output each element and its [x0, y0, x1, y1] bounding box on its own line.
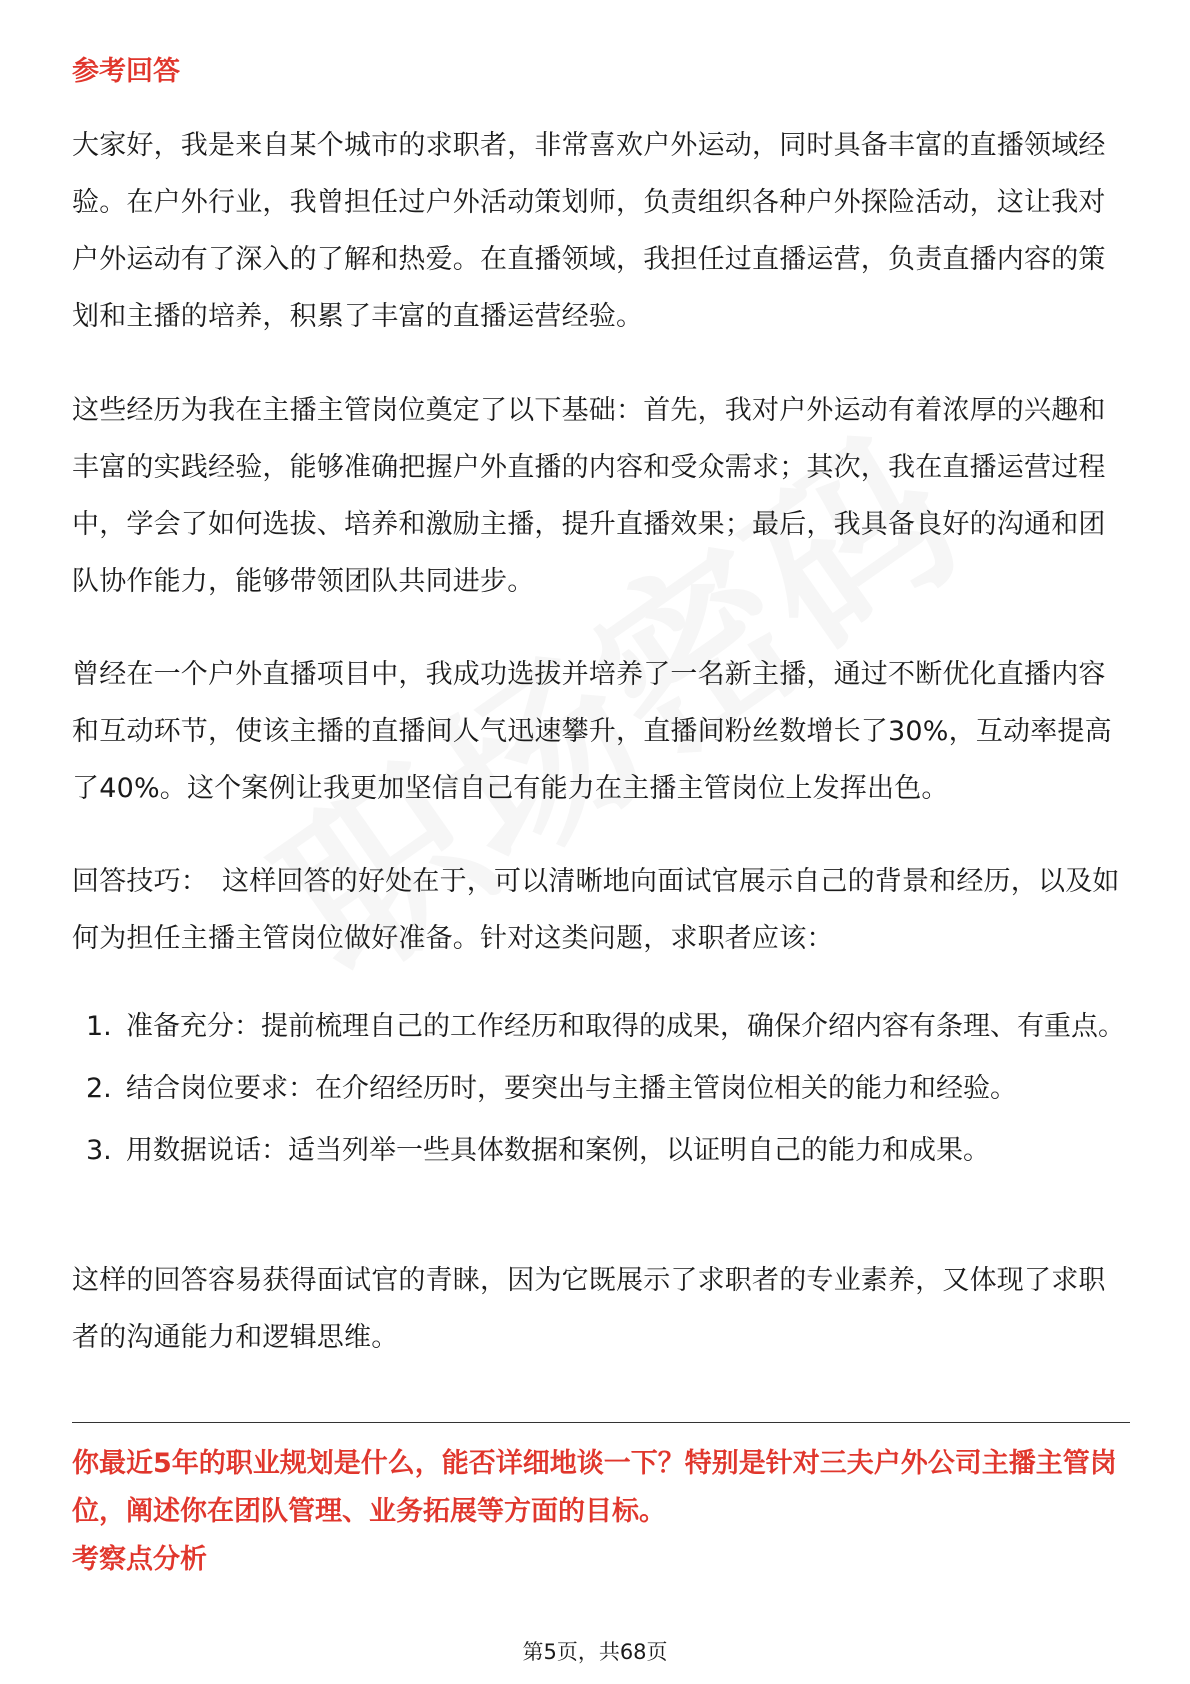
tips-label: 回答技巧： [72, 866, 208, 897]
tips-list [72, 998, 1130, 1184]
list-item [72, 998, 1130, 1055]
list-item-number: 2. [86, 1073, 112, 1104]
next-question: 你最近5年的职业规划是什么，能否详细地谈一下？特别是针对三夫户外公司主播主管岗位，阐述你在团队管理、业务拓展等方面的目标。 [72, 1448, 1117, 1527]
list-item-text: 用数据说话：适当列举一些具体数据和案例，以证明自己的能力和成果。 [126, 1135, 990, 1166]
analysis-heading: 考察点分析 [72, 1544, 207, 1575]
section-heading: 参考回答 [72, 56, 180, 87]
section-divider [72, 1422, 1130, 1423]
answer-paragraph-conclusion: 这样的回答容易获得面试官的青睐，因为它既展示了求职者的专业素养，又体现了求职者的沟通能力和逻辑思维。 [72, 1265, 1106, 1353]
tips-text: 这样回答的好处在于，可以清晰地向面试官展示自己的背景和经历，以及如何为担任主播主管岗位做好准备。针对这类问题，求职者应该： [72, 866, 1120, 954]
list-item [72, 1060, 1130, 1117]
answer-paragraph-intro: 大家好，我是来自某个城市的求职者，非常喜欢户外运动，同时具备丰富的直播领域经验。在户外行业，我曾担任过户外活动策划师，负责组织各种户外探险活动，这让我对户外运动有了深入的了解和热爱。在直播领域，我担任过直播运营，负责直播内容的策划和主播的培养，积累了丰富的直播运营经验。 [72, 130, 1106, 332]
answer-paragraph-foundation: 这些经历为我在主播主管岗位奠定了以下基础：首先，我对户外运动有着浓厚的兴趣和丰富的实践经验，能够准确把握户外直播的内容和受众需求；其次，我在直播运营过程中，学会了如何选拔、培养和激励主播，提升直播效果；最后，我具备良好的沟通和团队协作能力，能够带领团队共同进步。 [72, 395, 1106, 597]
list-item [72, 1122, 1130, 1179]
list-item-text: 准备充分：提前梳理自己的工作经历和取得的成果，确保介绍内容有条理、有重点。 [126, 1011, 1125, 1042]
list-item-text: 结合岗位要求：在介绍经历时，要突出与主播主管岗位相关的能力和经验。 [126, 1073, 1017, 1104]
page-number: 第5页，共68页 [522, 1640, 668, 1664]
answer-paragraph-case: 曾经在一个户外直播项目中，我成功选拔并培养了一名新主播，通过不断优化直播内容和互动环节，使该主播的直播间人气迅速攀升，直播间粉丝数增长了30%，互动率提高了40%。这个案例让我更加坚信自己有能力在主播主管岗位上发挥出色。 [72, 659, 1112, 804]
list-item-number: 1. [86, 1011, 112, 1042]
list-item-number: 3. [86, 1135, 112, 1166]
answer-tips-paragraph [72, 853, 1130, 967]
